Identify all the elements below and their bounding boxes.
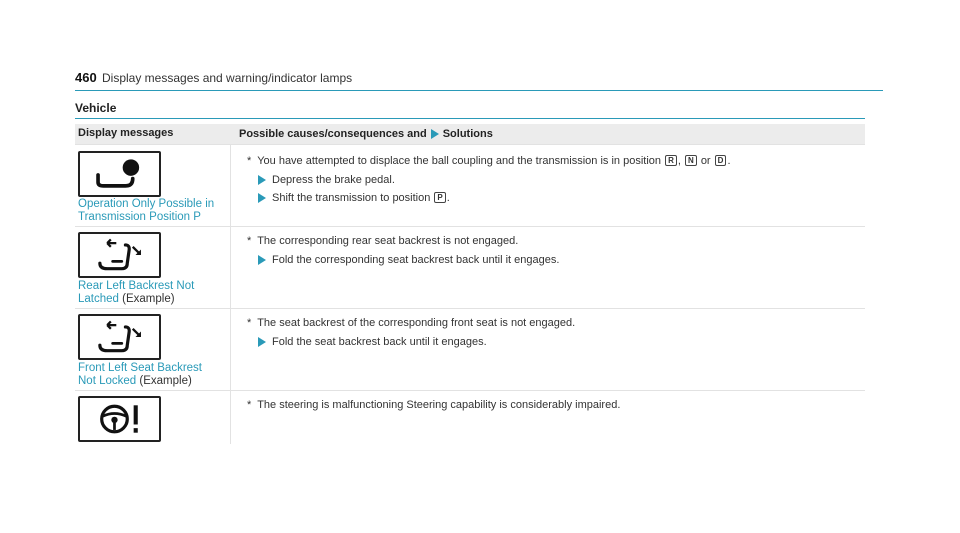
solution-step [258, 254, 559, 266]
display-message [78, 362, 202, 388]
solution-step [258, 192, 450, 204]
arrow-right-icon [258, 337, 266, 347]
message-line: Rear Left Backrest Not [78, 280, 195, 292]
step-text: Fold the corresponding seat backrest back until it engages. [272, 254, 560, 266]
table-header [75, 124, 865, 144]
message-line-group [78, 293, 194, 306]
step-text: Depress the brake pedal. [272, 174, 395, 186]
bullet: * [247, 399, 252, 411]
separator: or [700, 155, 711, 167]
message-line-group [78, 375, 202, 388]
cause-line: The steering is malfunctioning Steering capability is considerably impaired. [257, 399, 621, 411]
display-message [78, 280, 194, 306]
page-title: Display messages and warning/indicator lamps [102, 71, 353, 85]
step-text: Fold the seat backrest back until it engages. [272, 336, 487, 348]
cause-text [247, 317, 575, 329]
gear-n-symbol: N [685, 155, 697, 166]
bullet: * [247, 155, 252, 167]
gear-r-symbol: R [665, 155, 677, 166]
col-solutions-label: Solutions [442, 128, 493, 140]
table-row [75, 308, 865, 391]
message-line: Latched [78, 293, 119, 305]
sentence-end: . [727, 155, 731, 167]
step-text-part: Shift the transmission to position [272, 192, 431, 204]
bullet: * [247, 235, 252, 247]
cause-line: You have attempted to displace the ball coupling and the transmission is in position [257, 155, 661, 167]
message-line: Front Left Seat Backrest [78, 362, 203, 374]
bullet: * [247, 317, 252, 329]
display-message [78, 198, 214, 224]
step-text [272, 192, 450, 204]
message-line: Not Locked [78, 375, 137, 387]
gear-p-symbol: P [434, 192, 445, 203]
cause-text [247, 399, 620, 411]
steering-warning-icon [78, 396, 161, 442]
seat-backrest-icon [78, 314, 161, 360]
col-display-messages: Display messages [78, 127, 174, 139]
trailer-hitch-icon [78, 151, 161, 197]
table-row [75, 390, 865, 445]
col-causes-label: Possible causes/consequences and [239, 128, 427, 140]
col-causes-solutions [239, 128, 493, 140]
separator: , [677, 155, 681, 167]
example-label: (Example) [122, 293, 175, 305]
arrow-right-icon [258, 193, 266, 203]
arrow-right-icon [258, 175, 266, 185]
seat-backrest-icon [78, 232, 161, 278]
section-title: Vehicle [75, 101, 117, 115]
cause-line: The corresponding rear seat backrest is not engaged. [257, 235, 519, 247]
table-row [75, 226, 865, 309]
example-label: (Example) [139, 375, 192, 387]
cause-text [247, 235, 518, 247]
cause-text [247, 155, 731, 167]
solution-step [258, 174, 395, 186]
message-line: Operation Only Possible in [78, 198, 215, 210]
section-divider [75, 118, 865, 119]
arrow-right-icon [431, 129, 439, 139]
page-header [75, 68, 883, 91]
sentence-end: . [446, 192, 450, 204]
solution-step [258, 336, 487, 348]
arrow-right-icon [258, 255, 266, 265]
message-line: Transmission Position P [78, 211, 201, 223]
page-number: 460 [75, 70, 97, 85]
cause-line: The seat backrest of the corresponding front seat is not engaged. [257, 317, 576, 329]
gear-d-symbol: D [715, 155, 727, 166]
table-row [75, 144, 865, 227]
